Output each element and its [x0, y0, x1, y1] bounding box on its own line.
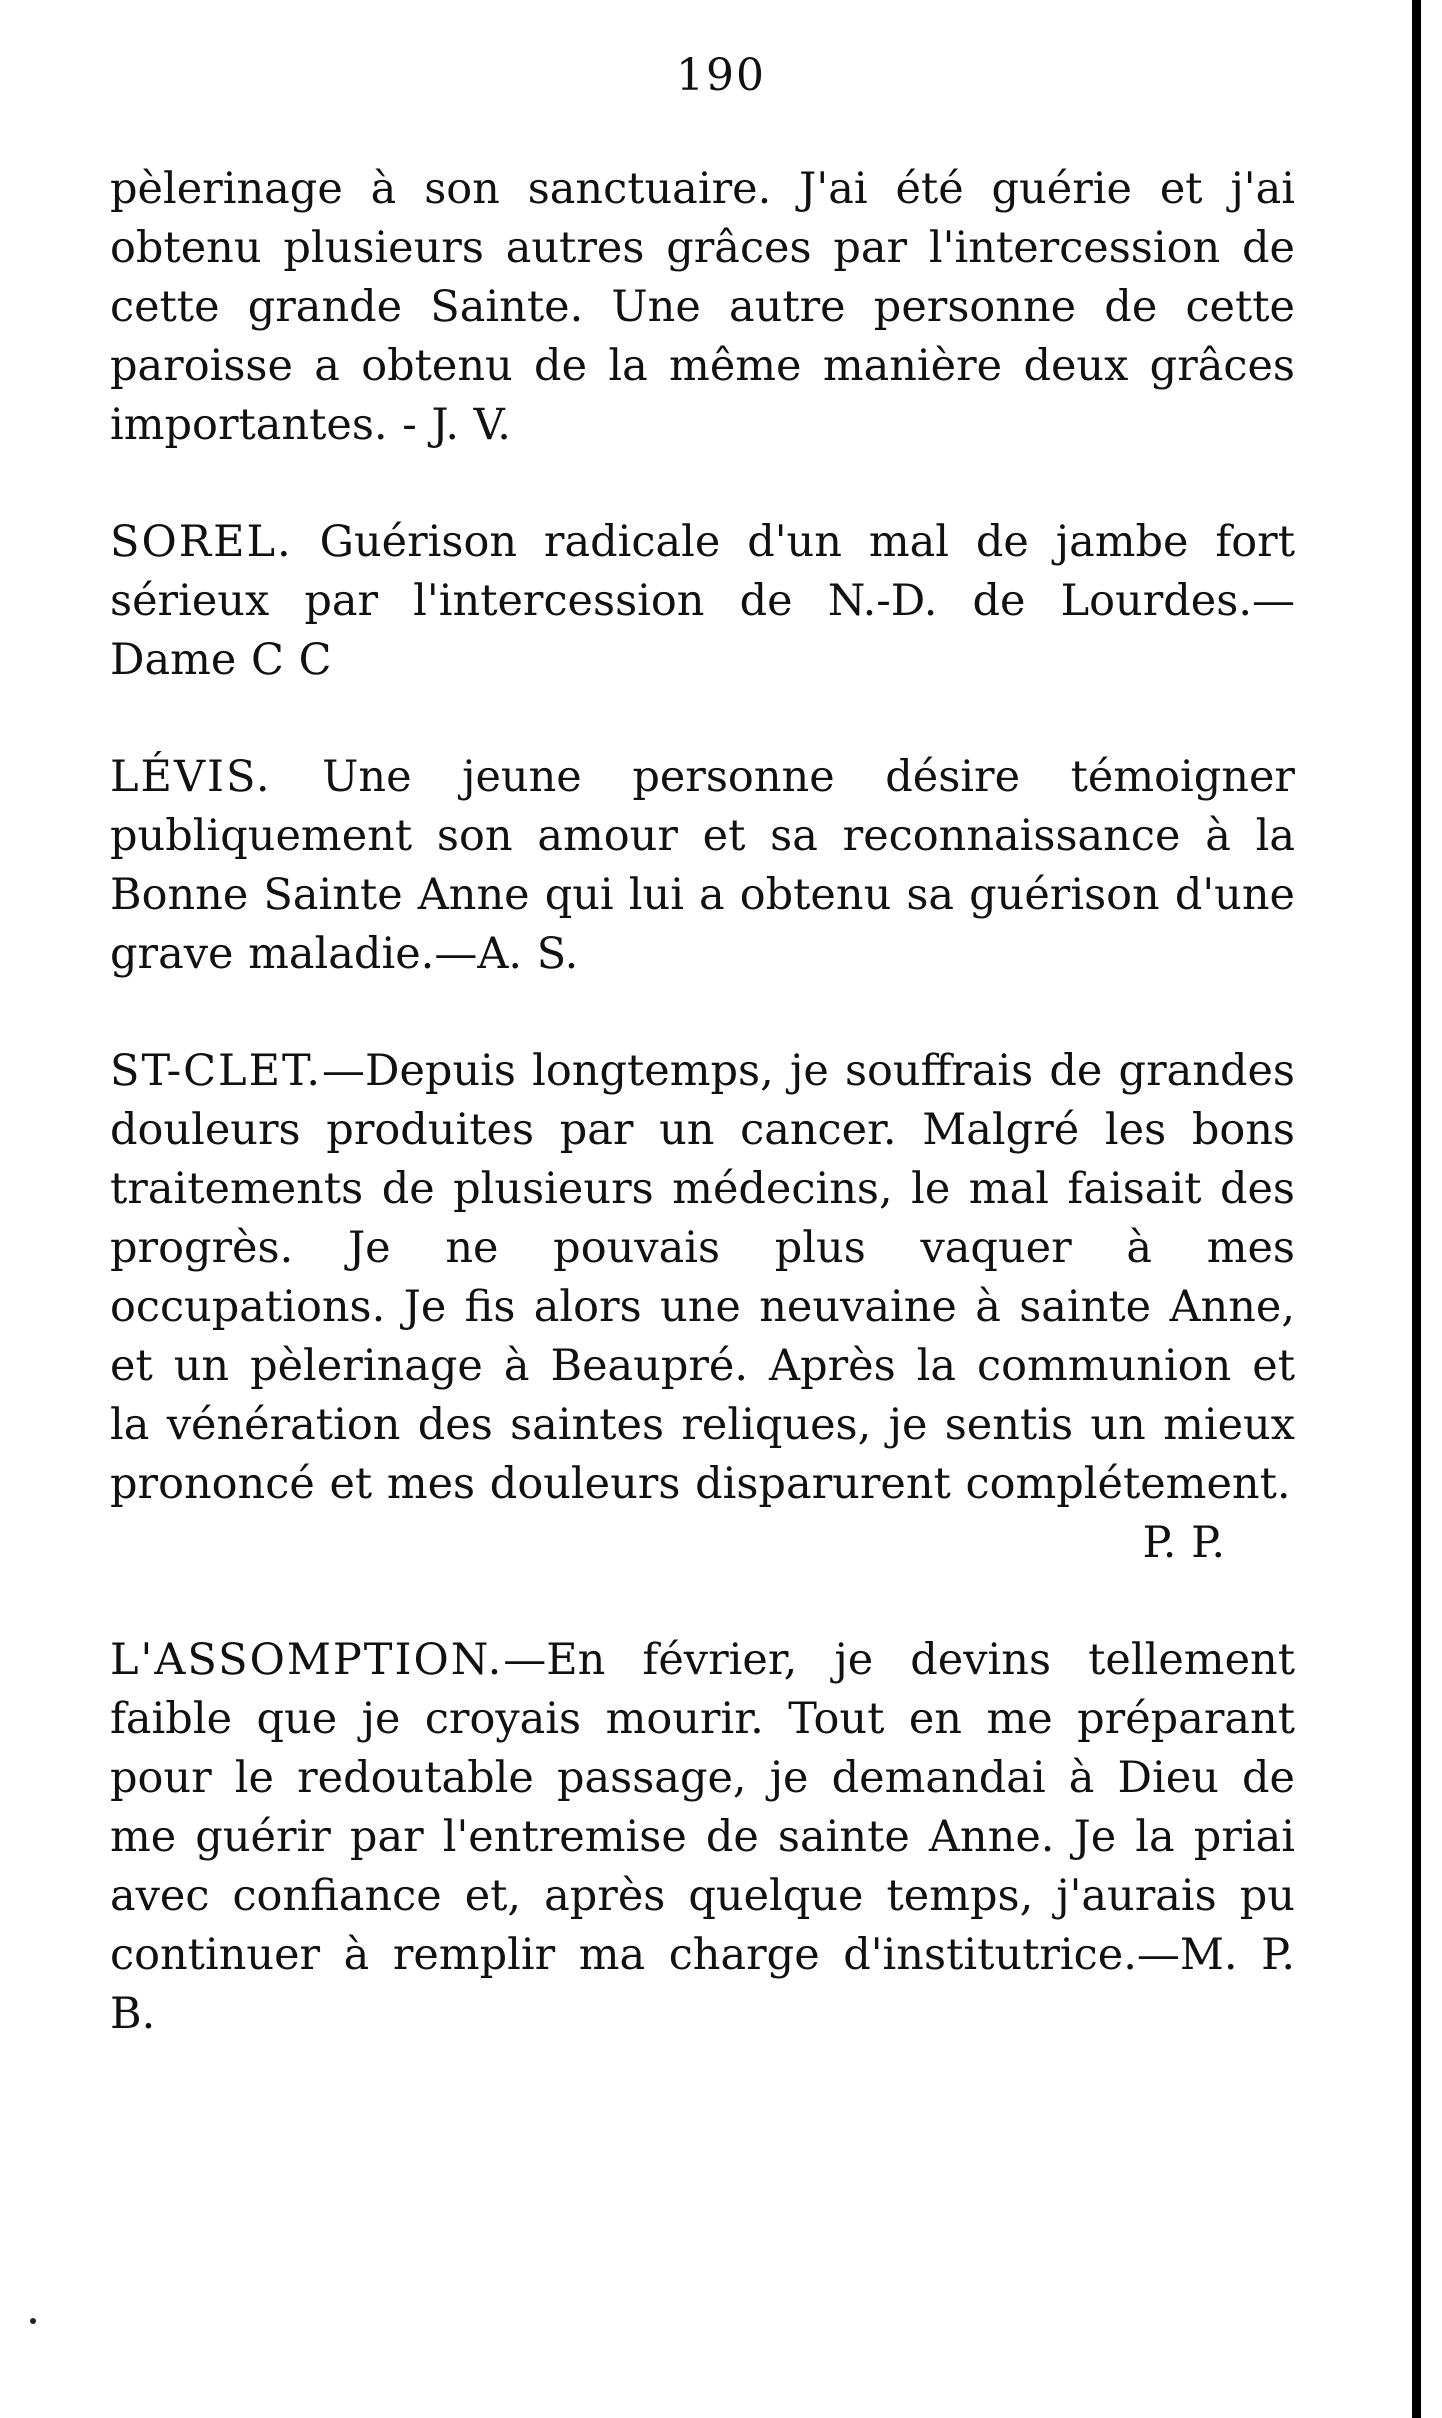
testimony-text: Une jeune personne désire témoigner publiquement son amour et sa reconnaissance à la Bonne Sainte Anne qui lui a obtenu sa guérison d'une grave maladie.—A. S. — [110, 752, 1295, 979]
page-number: 190 — [676, 50, 766, 101]
testimony-sorel — [110, 513, 1295, 690]
place-name: ST-CLET. — [110, 1046, 322, 1096]
testimony-signature: P. P. — [1142, 1518, 1225, 1568]
testimony-levis — [110, 748, 1295, 984]
testimony-text: —En février, je devins tellement faible que je croyais mourir. Tout en me préparant pour le redoutable passage, je demandai à Dieu de me guérir par l'entremise de sainte Anne. Je la priai avec confiance et, après quelque temps, j'aurais pu continuer à remplir ma charge d'institutrice.—M. P. B. — [110, 1635, 1295, 2039]
place-name: LÉVIS. — [110, 752, 272, 802]
page-body — [110, 160, 1295, 2102]
margin-speck — [30, 2318, 36, 2324]
testimony-lassomption — [110, 1631, 1295, 2044]
testimony-text: Guérison radicale d'un mal de jambe fort sérieux par l'intercession de N.-D. de Lourdes.—Dame C C — [110, 517, 1295, 685]
testimony-text: —Depuis longtemps, je souffrais de grandes douleurs produites par un cancer. Malgré les bons traitements de plusieurs médecins, le mal faisait des progrès. Je ne pouvais plus vaquer à mes occupations. Je fis alors une neuvaine à sainte Anne, et un pèlerinage à Beaupré. Après la communion et la vénération des saintes reliques, je sentis un mieux prononcé et mes douleurs disparurent complétement. — [110, 1046, 1295, 1509]
testimony-st-clet — [110, 1042, 1295, 1573]
page-edge-rule — [1412, 0, 1421, 2418]
place-name: SOREL. — [110, 517, 293, 567]
place-name: L'ASSOMPTION. — [110, 1635, 504, 1685]
continuation-paragraph: pèlerinage à son sanctuaire. J'ai été guérie et j'ai obtenu plusieurs autres grâces par l'intercession de cette grande Sainte. Une autre personne de cette paroisse a obtenu de la même manière deux grâces importantes. - J. V. — [110, 164, 1295, 450]
